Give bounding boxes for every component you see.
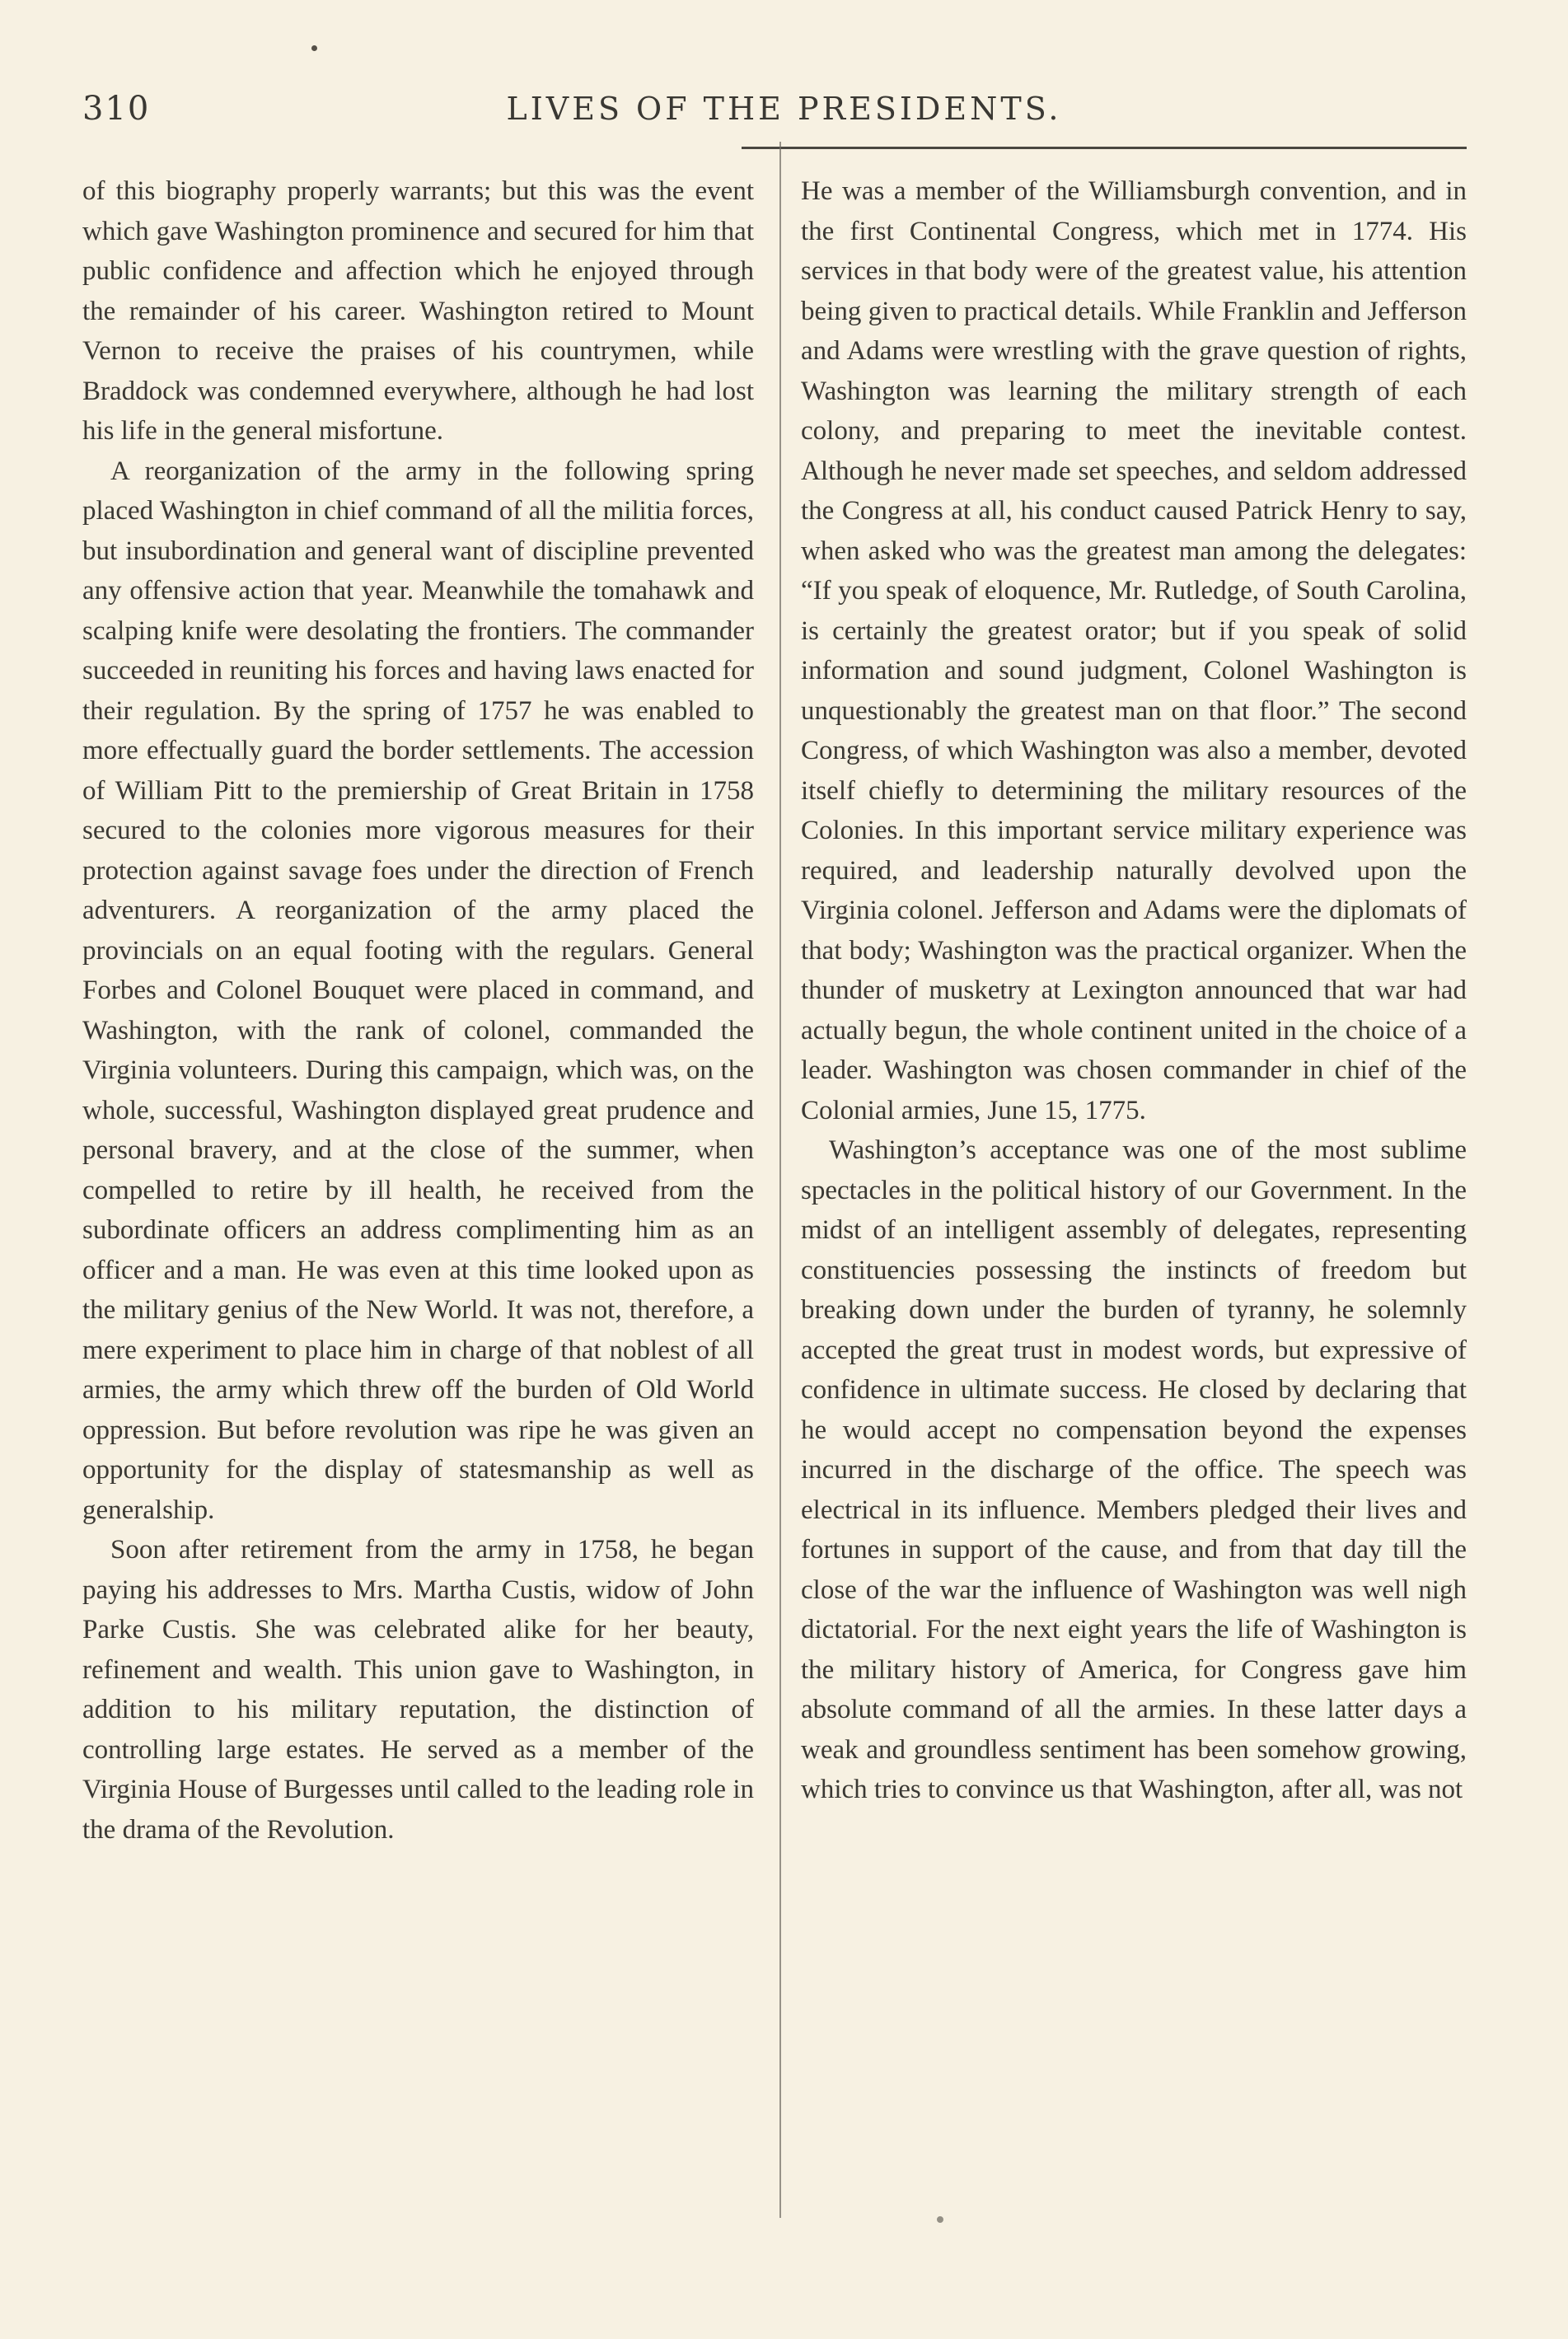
left-paragraph-2: A reorganization of the army in the following spring placed Washington in chief command of all the militia forces, but insubordination and general want of discipline prevented any offensive action that year. Meanwhile the tomahawk and scalping knife were desolating the frontiers. The commander succeeded in reuniting his forces and having laws enacted for their regulation. By the spring of 1757 he was enabled to more effectually guard the border settlements. The accession of William Pitt to the premiership of Great Britain in 1758 secured to the colonies more vigorous measures for their protection against savage foes under the direction of French adventurers. A reorganization of the army placed the provincials on an equal footing with the regulars. General Forbes and Colonel Bouquet were placed in command, and Washington, with the rank of colonel, commanded the Virginia volunteers. During this campaign, which was, on the whole, successful, Washington displayed great prudence and personal bravery, and at the close of the summer, when compelled to retire by ill health, he received from the subordinate officers an address complimenting him as an officer and a man. He was even at this time looked upon as the military genius of the New World. It was not, therefore, a mere experiment to place him in charge of that noblest of all armies, the army which threw off the burden of Old World oppression. But before revolution was ripe he was given an opportunity for the display of statesmanship as well as generalship. — [82, 456, 754, 1525]
running-head: LIVES OF THE PRESIDENTS. — [506, 91, 1062, 127]
right-column — [801, 171, 1467, 1810]
ink-speck — [311, 45, 317, 51]
ink-speck-bottom — [937, 2216, 943, 2223]
left-column — [82, 171, 754, 1850]
page-number: 310 — [82, 90, 151, 128]
header-rule — [742, 147, 1467, 149]
right-paragraph-2: Washington’s acceptance was one of the most sublime spectacles in the political history of our Government. In the midst of an intelligent assembly of delegates, representing constituencies possessing the instincts of freedom but breaking down under the burden of tyranny, he solemnly accepted the great trust in modest words, but expressive of confidence in ultimate success. He closed by declaring that he would accept no compensation beyond the expenses incurred in the discharge of the office. The speech was electrical in its influence. Members pledged their lives and fortunes in support of the cause, and from that day till the close of the war the influence of Washington was well nigh dictatorial. For the next eight years the life of Washington is the military history of America, for Congress gave him absolute command of all the armies. In these latter days a weak and groundless sentiment has been somehow growing, which tries to convince us that Washington, after all, was not — [801, 1135, 1467, 1804]
right-paragraph-1: He was a member of the Williamsburgh convention, and in the first Continental Congress, which met in 1774. His services in that body were of the greatest value, his attention being given to practical details. While Franklin and Jefferson and Adams were wrestling with the grave question of rights, Washington was learning the military strength of each colony, and preparing to meet the inevitable contest. Although he never made set speeches, and seldom addressed the Congress at all, his conduct caused Patrick Henry to say, when asked who was the greatest man among the delegates: “If you speak of eloquence, Mr. Rutledge, of South Carolina, is certainly the greatest orator; but if you speak of solid information and sound judgment, Colonel Washington is unquestionably the greatest man on that floor.” The second Congress, of which Washington was also a member, devoted itself chiefly to determining the military resources of the Colonies. In this important service military experience was required, and leadership naturally devolved upon the Virginia colonel. Jefferson and Adams were the diplomats of that body; Washington was the practical organizer. When the thunder of musketry at Lexington announced that war had actually begun, the whole continent united in the choice of a leader. Washington was chosen commander in chief of the Colonial armies, June 15, 1775. — [801, 176, 1467, 1125]
left-paragraph-3: Soon after retirement from the army in 1758, he began paying his addresses to Mrs. Martha Custis, widow of John Parke Custis. She was celebrated alike for her beauty, refinement and wealth. This union gave to Washington, in addition to his military reputation, the distinction of controlling large estates. He served as a member of the Virginia House of Burgesses until called to the leading role in the drama of the Revolution. — [82, 1535, 754, 1845]
column-divider — [779, 142, 781, 2218]
left-paragraph-1: of this biography properly warrants; but this was the event which gave Washington prominence and secured for him that public confidence and affection which he enjoyed through the remainder of his career. Washington retired to Mount Vernon to receive the praises of his countrymen, while Braddock was condemned everywhere, although he had lost his life in the general misfortune. — [82, 176, 754, 446]
